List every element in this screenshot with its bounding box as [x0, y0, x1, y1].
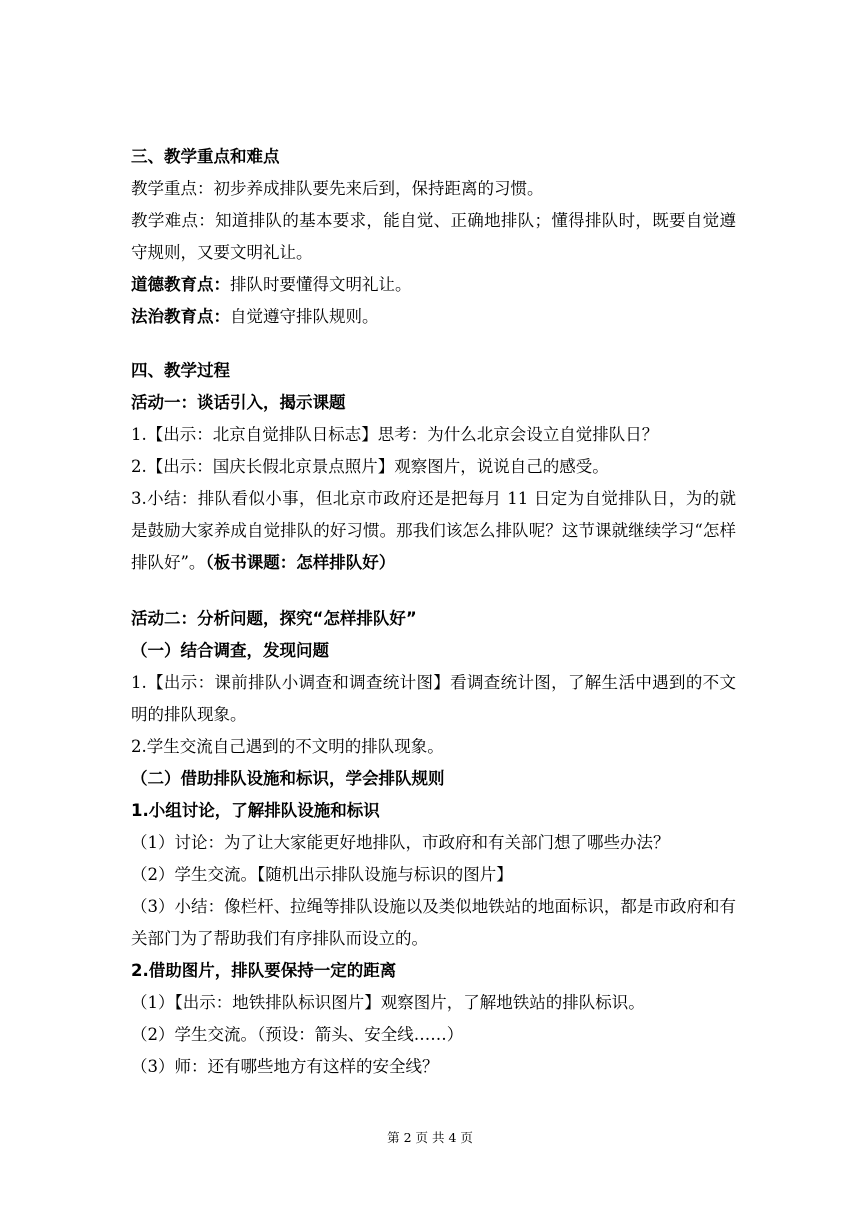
part-one-item-2: 2.学生交流自己遇到的不文明的排队现象。: [131, 737, 444, 756]
law-education-text: 自觉遵守排队规则。: [230, 307, 379, 326]
subsection-two-item-3: （3）师：还有哪些地方有这样的安全线？: [131, 1057, 439, 1076]
subsection-two-title: 2.借助图片，排队要保持一定的距离: [131, 961, 397, 980]
part-two-title: （二）借助排队设施和标识，学会排队规则: [131, 769, 445, 788]
activity-one-board-title: （板书课题：怎样排队好）: [205, 553, 396, 572]
page-content: [131, 141, 736, 1083]
subsection-one-item-2: （2）学生交流。【随机出示排队设施与标识的图片】: [131, 865, 513, 884]
activity-one-title: 活动一：谈话引入，揭示课题: [131, 393, 346, 412]
difficulty-paragraph: 教学难点：知道排队的基本要求，能自觉、正确地排队；懂得排队时，既要自觉遵守规则，又要文明礼让。: [131, 211, 736, 262]
moral-education-label: 道德教育点：: [131, 275, 230, 294]
moral-education-text: 排队时要懂得文明礼让。: [230, 275, 412, 294]
activity-two-title: 活动二：分析问题，探究“怎样排队好”: [131, 609, 417, 628]
activity-spacer: [131, 579, 736, 603]
section-spacer: [131, 333, 736, 355]
moral-education-line: [131, 269, 736, 301]
law-education-label: 法治教育点：: [131, 307, 230, 326]
key-point-line: 教学重点：初步养成排队要先来后到，保持距离的习惯。: [131, 179, 544, 198]
section-heading-process: 四、教学过程: [131, 361, 230, 380]
section-heading-key-points: 三、教学重点和难点: [131, 147, 280, 166]
page-footer: 第 2 页 共 4 页: [387, 1130, 473, 1145]
part-one-item-1: 1.【出示：课前排队小调查和调查统计图】看调查统计图，了解生活中遇到的不文明的排队现象。: [131, 673, 736, 724]
subsection-one-title: 1.小组讨论，了解排队设施和标识: [131, 801, 380, 820]
law-education-line: [131, 301, 736, 333]
activity-one-item-3: [131, 483, 736, 579]
activity-one-item-1: 1.【出示：北京自觉排队日标志】思考：为什么北京会设立自觉排队日？: [131, 425, 659, 444]
activity-one-summary-text: 3.小结：排队看似小事，但北京市政府还是把每月 11 日定为自觉排队日，为的就是鼓励大家养成自觉排队的好习惯。那我们该怎么排队呢？这节课就继续学习“怎样排队好”。: [131, 489, 736, 572]
activity-one-item-2: 2.【出示：国庆长假北京景点照片】观察图片，说说自己的感受。: [131, 457, 609, 476]
subsection-two-item-2: （2）学生交流。（预设：箭头、安全线……）: [131, 1025, 464, 1044]
subsection-one-item-1: （1）讨论：为了让大家能更好地排队，市政府和有关部门想了哪些办法？: [131, 833, 670, 852]
part-one-title: （一）结合调查，发现问题: [131, 641, 329, 660]
subsection-one-item-3: （3）小结：像栏杆、拉绳等排队设施以及类似地铁站的地面标识，都是市政府和有关部门为了帮助我们有序排队而设立的。: [131, 897, 736, 948]
subsection-two-item-1: （1）【出示：地铁排队标识图片】观察图片，了解地铁站的排队标识。: [131, 993, 645, 1012]
